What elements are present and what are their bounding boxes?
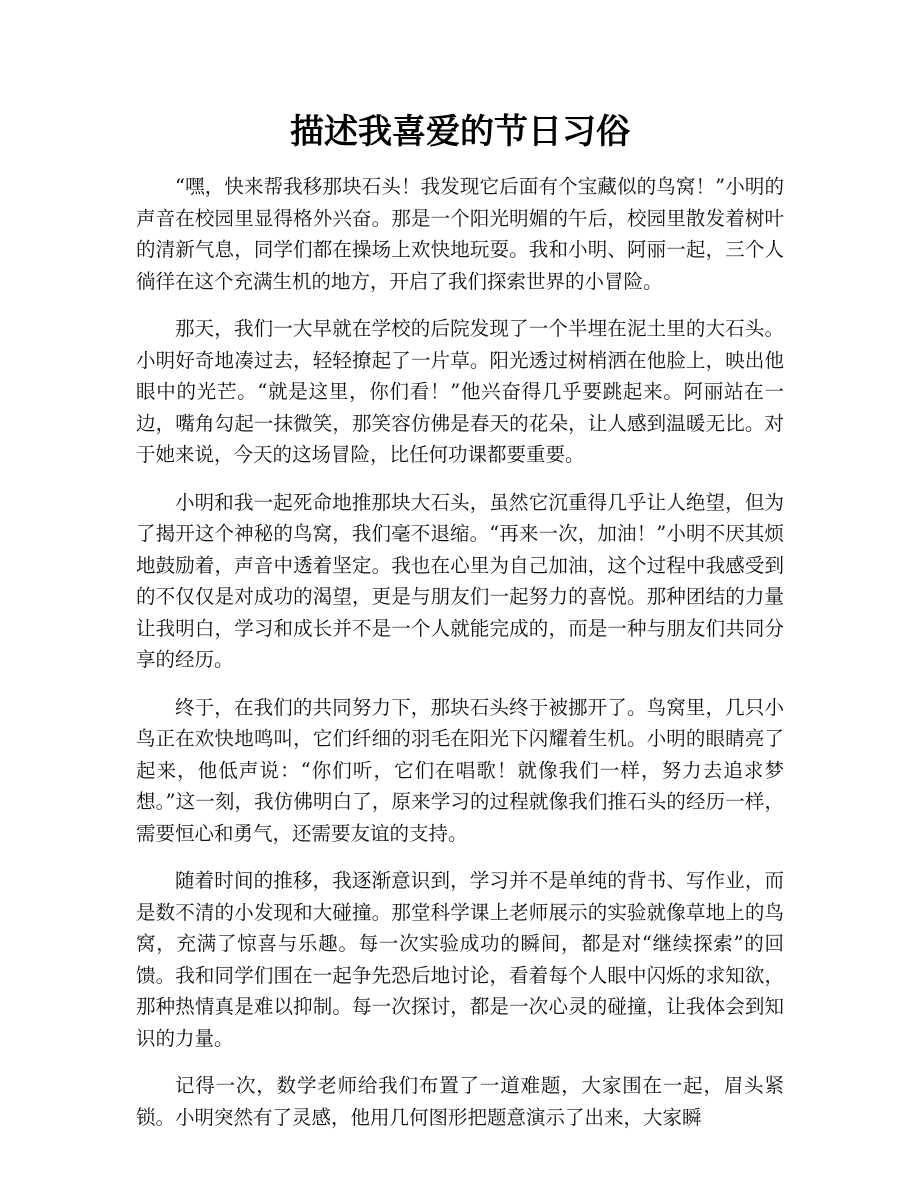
paragraph: 终于，在我们的共同努力下，那块石头终于被挪开了。鸟窝里，几只小鸟正在欢快地鸣叫，它们纤细的羽毛在阳光下闪耀着生机。小明的眼睛亮了起来，他低声说：“你们听，它们在唱歌！就像我们一样，努力去追求梦想。”这一刻，我仿佛明白了，原来学习的过程就像我们推石头的经历一样，需要恒心和勇气，还需要友谊的支持。 [136,695,784,845]
document-body [136,171,784,1149]
paragraph: 随着时间的推移，我逐渐意识到，学习并不是单纯的背书、写作业，而是数不清的小发现和大碰撞。那堂科学课上老师展示的实验就像草地上的鸟窝，充满了惊喜与乐趣。每一次实验成功的瞬间，都是对“继续探索”的回馈。我和同学们围在一起争先恐后地讨论，看着每个人眼中闪烁的求知欲，那种热情真是难以抑制。每一次探讨，都是一次心灵的碰撞，让我体会到知识的力量。 [136,869,784,1050]
paragraph: 那天，我们一大早就在学校的后院发现了一个半埋在泥土里的大石头。小明好奇地凑过去，轻轻撩起了一片草。阳光透过树梢洒在他脸上，映出他眼中的光芒。“就是这里，你们看！”他兴奋得几乎要跳起来。阿丽站在一边，嘴角勾起一抹微笑，那笑容仿佛是春天的花朵，让人感到温暖无比。对于她来说，今天的这场冒险，比任何功课都要重要。 [136,317,784,466]
paragraph: 小明和我一起死命地推那块大石头，虽然它沉重得几乎让人绝望，但为了揭开这个神秘的鸟窝，我们毫不退缩。“再来一次，加油！”小明不厌其烦地鼓励着，声音中透着坚定。我也在心里为自己加油，这个过程中我感受到的不仅仅是对成功的渴望，更是与朋友们一起努力的喜悦。那种团结的力量让我明白，学习和成长并不是一个人就能完成的，而是一种与朋友们共同分享的经历。 [136,490,784,671]
paragraph: 记得一次，数学老师给我们布置了一道难题，大家围在一起，眉头紧锁。小明突然有了灵感，他用几何图形把题意演示了出来，大家瞬 [136,1074,784,1129]
paragraph: “嘿，快来帮我移那块石头！我发现它后面有个宝藏似的鸟窝！”小明的声音在校园里显得格外兴奋。那是一个阳光明媚的午后，校园里散发着树叶的清新气息，同学们都在操场上欢快地玩耍。我和小明、阿丽一起，三个人徜徉在这个充满生机的地方，开启了我们探索世界的小冒险。 [136,175,784,293]
document-title: 描述我喜爱的节日习俗 [290,112,630,152]
